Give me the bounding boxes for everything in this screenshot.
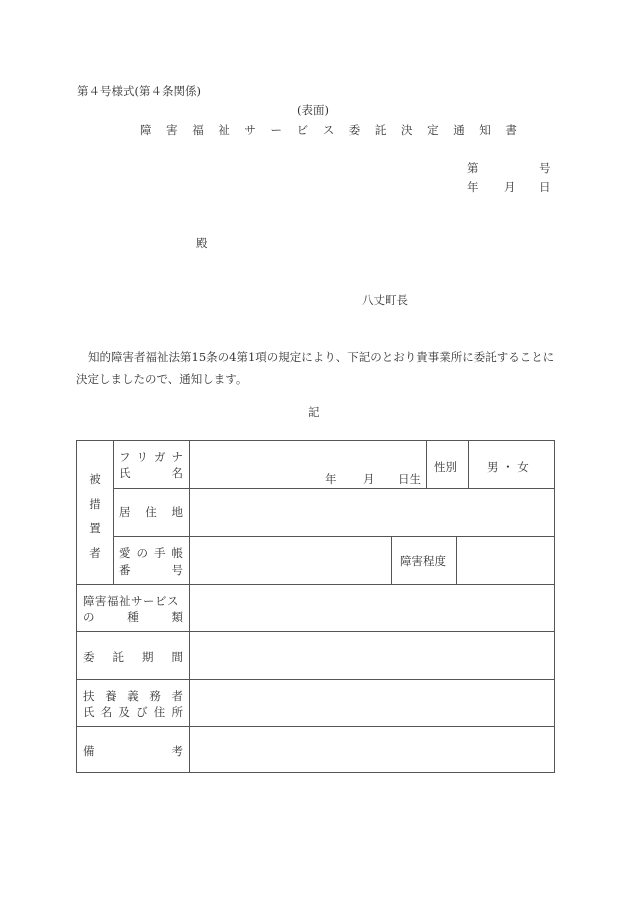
label-char: 住 <box>145 505 157 519</box>
label-char: 者 <box>171 689 183 703</box>
col-divider <box>391 536 392 584</box>
label-char: 番 <box>119 563 131 577</box>
gender-label: 性別 <box>434 460 457 474</box>
date-month: 月 <box>504 180 516 194</box>
label-char: び <box>136 705 148 719</box>
label-char: 養 <box>105 689 117 703</box>
label-char: フ <box>119 450 131 464</box>
remarks-input[interactable] <box>190 727 554 773</box>
name-input-field[interactable] <box>190 441 426 488</box>
label-char: 氏 <box>119 466 131 480</box>
form-number: 第４号様式(第４条関係) <box>77 84 201 98</box>
document-title: 障害福祉サービス委託決定通知書 <box>140 123 532 137</box>
label-char: 義 <box>127 689 139 703</box>
label-char: 居 <box>119 505 131 519</box>
label-char: 愛 <box>119 546 131 560</box>
label-char: 務 <box>149 689 161 703</box>
label-char: 名 <box>100 705 113 719</box>
period-input[interactable] <box>190 632 554 679</box>
service-type-label-line1: 障害福祉サービス <box>83 594 179 608</box>
label-char: 及 <box>118 705 130 719</box>
service-type-input[interactable] <box>190 585 554 631</box>
furigana-label <box>119 449 183 465</box>
gender-options[interactable]: 男 ・ 女 <box>487 460 529 474</box>
label-char: 者 <box>89 545 101 560</box>
issuer-name: 八丈町長 <box>362 293 408 307</box>
notebook-number-input[interactable] <box>190 537 391 584</box>
col-divider <box>468 441 469 488</box>
label-char: 所 <box>171 705 183 719</box>
label-char: 委 <box>83 650 95 664</box>
label-char: 氏 <box>83 705 95 719</box>
label-char: 措 <box>89 496 101 511</box>
birth-month-label: 月 <box>363 472 375 486</box>
notebook-label-line1 <box>119 545 183 561</box>
label-char: 帳 <box>171 546 183 560</box>
addressee-honorific: 殿 <box>196 236 208 250</box>
label-char: の <box>136 546 148 560</box>
remarks-label <box>83 743 183 759</box>
guardian-label-line2 <box>83 704 183 720</box>
guardian-input[interactable] <box>190 680 554 726</box>
disability-degree-label: 障害程度 <box>400 554 446 568</box>
guardian-label-line1 <box>83 688 183 704</box>
label-char: 名 <box>171 466 183 480</box>
form-table <box>76 440 555 773</box>
label-char: 号 <box>171 563 183 577</box>
label-char: 間 <box>171 650 183 664</box>
label-char: 置 <box>89 521 101 536</box>
label-char: 被 <box>89 472 101 486</box>
doc-no-suffix: 号 <box>539 161 551 175</box>
col-divider <box>426 441 427 488</box>
label-char: 住 <box>153 705 166 719</box>
label-char: 期 <box>142 650 154 664</box>
side-label: (表面) <box>297 103 329 117</box>
label-char: 備 <box>83 744 95 758</box>
address-label <box>119 504 183 520</box>
col-divider <box>113 441 114 584</box>
label-char: 種 <box>127 610 139 624</box>
subject-group-label <box>77 471 113 561</box>
notice-body-text: 知的障害者福祉法第15条の4第1項の規定により、下記のとおり貴事業所に委託することに決定しましたので、通知します。 <box>76 350 555 386</box>
disability-degree-input[interactable] <box>457 537 554 584</box>
label-char: 類 <box>171 610 183 624</box>
label-char: ナ <box>171 450 183 464</box>
birth-day-label: 日生 <box>398 472 421 486</box>
birth-year-label: 年 <box>325 472 337 486</box>
address-input-field[interactable] <box>190 489 554 536</box>
label-char: 扶 <box>83 689 95 703</box>
name-label <box>119 465 183 481</box>
period-label <box>83 649 183 665</box>
label-char: の <box>83 610 95 624</box>
label-char: 手 <box>154 546 166 560</box>
notebook-label-line2 <box>119 562 183 578</box>
ki-heading: 記 <box>308 405 320 419</box>
date-day: 日 <box>539 180 551 194</box>
label-char: ガ <box>154 450 166 464</box>
service-type-label-line2 <box>83 609 183 625</box>
label-char: リ <box>136 450 148 464</box>
date-year: 年 <box>467 180 479 194</box>
label-char: 考 <box>171 744 183 758</box>
label-char: 託 <box>112 650 124 664</box>
label-char: 地 <box>171 505 183 519</box>
doc-no-prefix: 第 <box>467 161 479 175</box>
